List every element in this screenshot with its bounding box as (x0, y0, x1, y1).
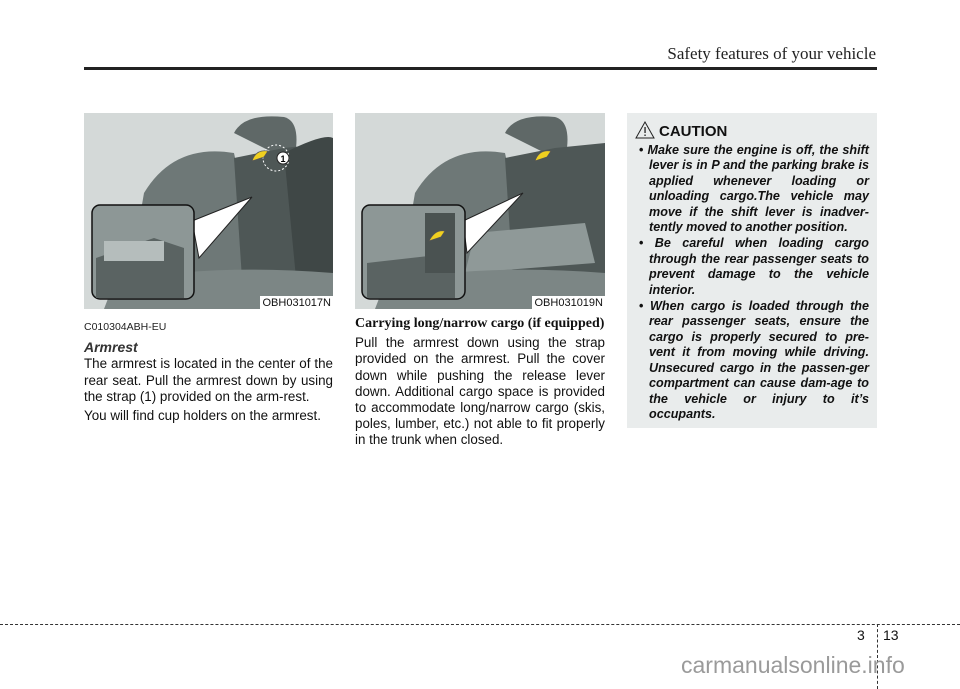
running-header-title: Safety features of your vehicle (667, 44, 876, 63)
watermark: carmanualsonline.info (681, 652, 905, 678)
seat-illustration (355, 113, 605, 309)
paragraph: You will find cup holders on the armrest. (84, 408, 321, 424)
armrest-section (84, 309, 333, 427)
page-number: 13 (883, 627, 899, 643)
caution-list (635, 143, 869, 423)
section-heading: Carrying long/narrow cargo (if equipped) (355, 316, 605, 331)
callout-number: 1 (280, 154, 286, 164)
figure-cargo-passthrough (355, 113, 605, 309)
section-heading: Armrest (84, 339, 138, 356)
caution-box (627, 113, 877, 428)
chapter-number: 3 (857, 627, 865, 643)
caution-item: • Make sure the engine is off, the shift lever is in P and the parking brake is applied whenever loading or unloading cargo.The vehicle may move if the shift lever is inadver-tently moved to another position. (635, 143, 869, 235)
seat-illustration (84, 113, 333, 309)
paragraph: The armrest is located in the center of the rear seat. Pull the armrest down by using the strap (1) provided on the arm-rest. (84, 356, 333, 404)
paragraph: Pull the armrest down using the strap provided on the armrest. Pull the cover down while pushing the release lever down. Additional cargo space is provided to accommodate long/narrow cargo (skis, poles, lumber, etc.) not able to fit properly in the trunk when closed. (355, 335, 605, 448)
caution-item: • Be careful when loading cargo through the rear passenger seats to prevent damage to the vehicle interior. (635, 236, 869, 298)
header-rule (84, 67, 877, 70)
caution-title: CAUTION (659, 123, 728, 140)
figure-armrest (84, 113, 333, 309)
figure-code: OBH031017N (260, 296, 334, 309)
section-code: C010304ABH-EU (84, 321, 167, 333)
caution-item: • When cargo is loaded through the rear passenger seats, ensure the cargo is properly secured to pre-vent it from moving while driving. Unsecured cargo in the passen-ger compartment can cause dam-age to the vehicle or injury to it’s occupants. (635, 299, 869, 422)
figure-code: OBH031019N (532, 296, 606, 309)
warning-triangle-icon (635, 121, 655, 139)
footer-rule (0, 624, 960, 625)
cargo-section (355, 312, 605, 452)
